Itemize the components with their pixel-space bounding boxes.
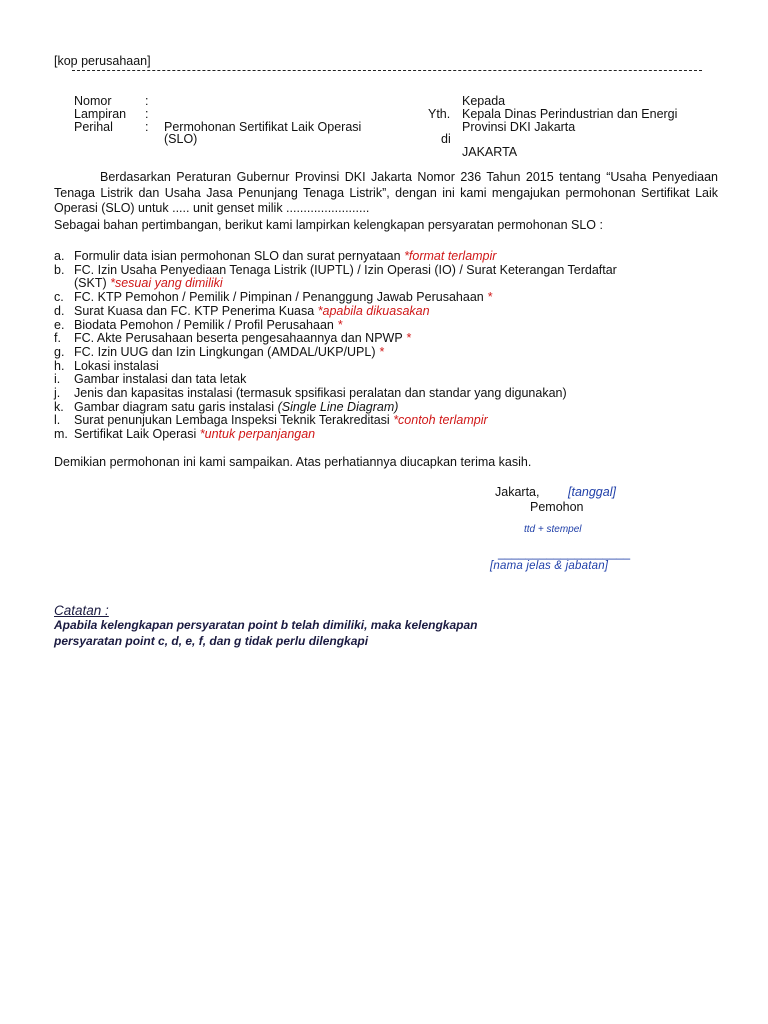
list-item: c. FC. KTP Pemohon / Pemilik / Pimpinan / Penanggung Jawab Perusahaan *: [54, 290, 493, 305]
list-item-continuation: (SKT) *sesuai yang dimiliki: [74, 276, 223, 291]
list-item: l. Surat penunjukan Lembaga Inspeksi Teknik Terakreditasi *contoh terlampir: [54, 413, 488, 428]
list-item: h. Lokasi instalasi: [54, 358, 159, 373]
nama-jabatan: [nama jelas & jabatan]: [490, 560, 609, 572]
kop-perusahaan: [kop perusahaan]: [54, 54, 151, 68]
item-note: *contoh terlampir: [393, 413, 488, 428]
lampiran-colon: :: [145, 107, 149, 121]
list-item: k. Gambar diagram satu garis instalasi (Single Line Diagram): [54, 399, 399, 414]
list-item: i. Gambar instalasi dan tata letak: [54, 372, 247, 387]
lampiran-label: Lampiran: [74, 107, 127, 121]
perihal-colon: :: [145, 120, 149, 134]
body-paragraph-text: Berdasarkan Peraturan Gubernur Provinsi DKI Jakarta Nomor 236 Tahun 2015 tentang “Usaha Penyediaan Tenaga Listrik dan Usaha Jasa Penunjang Tenaga Listrik”, dengan ini kami mengajukan permohonan Sertifikat Laik Operasi (SLO) untuk ..... unit genset milik ........................: [54, 170, 718, 215]
item-italic-note: (Single Line Diagram): [277, 399, 399, 414]
item-note: *: [337, 317, 343, 332]
list-item: e. Biodata Pemohon / Pemilik / Profil Perusahaan *: [54, 317, 343, 332]
catatan-line: persyaratan point c, d, e, f, dan g tidak perlu dilengkapi: [54, 633, 369, 648]
recipient-line-3: Provinsi DKI Jakarta: [462, 120, 576, 134]
list-item: d. Surat Kuasa dan FC. KTP Penerima Kuasa *apabila dikuasakan: [54, 303, 430, 318]
nomor-label: Nomor: [74, 94, 112, 108]
header-separator: [72, 70, 702, 71]
signature-line: ___________________: [498, 546, 631, 560]
ttd-stempel: ttd + stempel: [524, 524, 582, 535]
closing-sentence: Demikian permohonan ini kami sampaikan. Atas perhatiannya diucapkan terima kasih.: [54, 455, 532, 469]
recipient-line-1: Kepada: [462, 94, 506, 108]
perihal-value: Permohonan Sertifikat Laik Operasi: [164, 120, 362, 134]
item-note: *format terlampir: [404, 249, 497, 263]
list-item: b. FC. Izin Usaha Penyediaan Tenaga Listrik (IUPTL) / Izin Operasi (IO) / Surat Keterangan Terdaftar: [54, 262, 617, 277]
list-item: m. Sertifikat Laik Operasi *untuk perpanjangan: [54, 427, 316, 442]
item-note: *sesuai yang dimiliki: [110, 276, 223, 291]
list-intro: Sebagai bahan pertimbangan, berikut kami lampirkan kelengkapan persyaratan permohonan SLO :: [54, 218, 603, 232]
list-item: j. Jenis dan kapasitas instalasi (termasuk spsifikasi peralatan dan standar yang digunakan): [54, 386, 567, 400]
item-note: *: [378, 344, 384, 359]
perihal-value-cont: (SLO): [164, 132, 198, 146]
item-note: *apabila dikuasakan: [317, 303, 430, 318]
item-note: *untuk perpanjangan: [199, 427, 316, 442]
catatan-title: Catatan :: [54, 603, 109, 618]
body-paragraph: [54, 170, 718, 217]
recipient-line-5: JAKARTA: [462, 145, 518, 159]
recipient-line-2: Kepala Dinas Perindustrian dan Energi: [462, 107, 678, 121]
catatan-text: [54, 618, 477, 649]
list-item: f. FC. Akte Perusahaan beserta pengesahaannya dan NPWP *: [54, 331, 411, 346]
list-item: g. FC. Izin UUG dan Izin Lingkungan (AMDAL/UKP/UPL) *: [54, 344, 384, 359]
yth-label: Yth.: [428, 107, 451, 121]
list-item: a. Formulir data isian permohonan SLO dan surat pernyataan *format terlampir: [54, 249, 497, 263]
catatan-line: Apabila kelengkapan persyaratan point b telah dimiliki, maka kelengkapan: [54, 618, 478, 632]
nomor-colon: :: [145, 94, 149, 108]
di-label: di: [441, 132, 451, 146]
city-label: Jakarta,: [495, 485, 540, 499]
perihal-label: Perihal: [74, 120, 113, 134]
pemohon-label: Pemohon: [530, 500, 584, 514]
item-note: *: [405, 331, 411, 346]
item-note: *: [487, 290, 493, 305]
date-placeholder: [tanggal]: [568, 485, 616, 499]
